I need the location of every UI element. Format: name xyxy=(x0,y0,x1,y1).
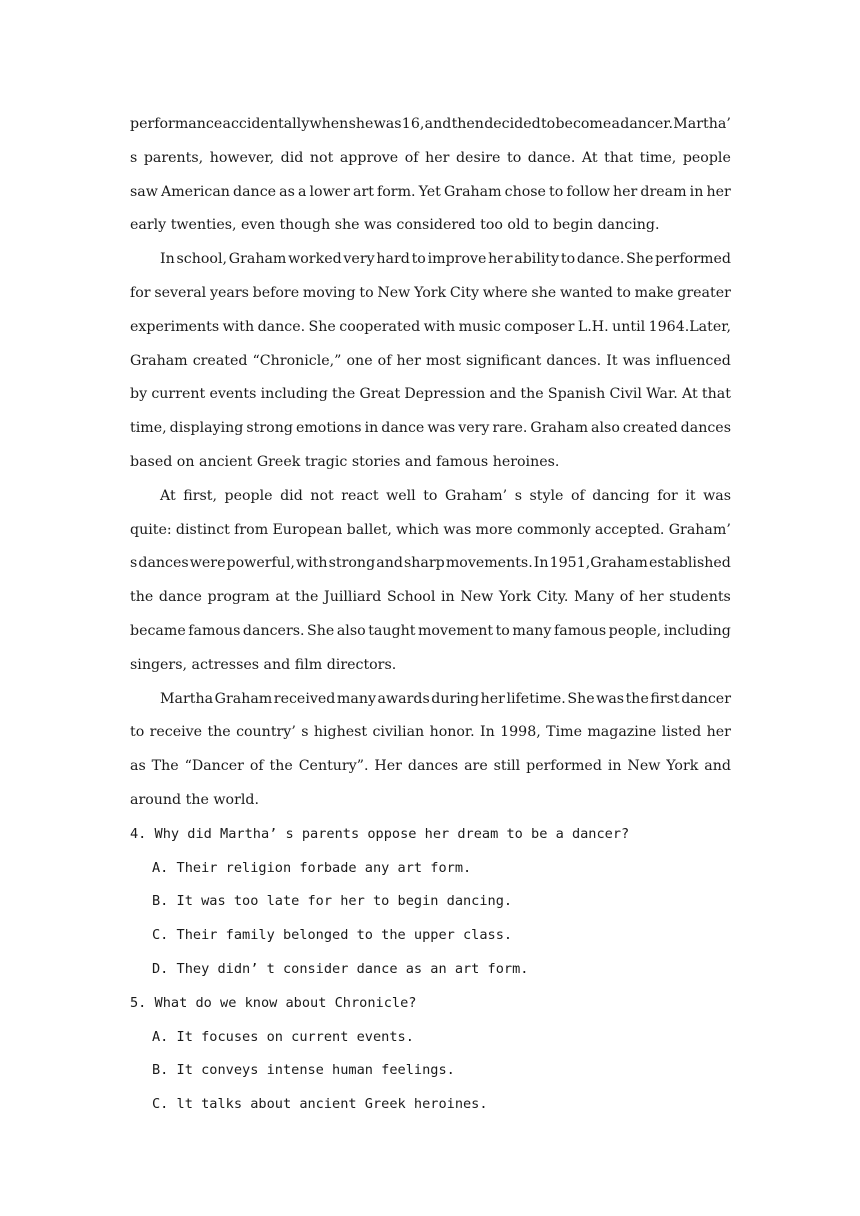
paragraph-line: singers, actresses and film directors. xyxy=(130,656,397,673)
paragraph-line: to receive the country’ s highest civilian honor. In 1998, Time magazine listed her xyxy=(130,724,731,741)
question-block xyxy=(130,818,731,987)
question-stem: 4. Why did Martha’ s parents oppose her dream to be a dancer? xyxy=(130,825,630,842)
paragraph-line: as The “Dancer of the Century”. Her dances are still performed in New York and xyxy=(130,758,731,775)
paragraph-line: performance accidentally when she was 16, and then decided to become a dancer. Martha’ xyxy=(130,116,731,132)
document-page xyxy=(130,108,731,1122)
answer-option: C. Their family belonged to the upper class. xyxy=(152,927,513,944)
paragraph-line: s parents, however, did not approve of her desire to dance. At that time, people xyxy=(130,149,731,166)
paragraph-line: around the world. xyxy=(130,791,259,808)
question-stem: 5. What do we know about Chronicle? xyxy=(130,994,417,1011)
paragraph-line: early twenties, even though she was considered too old to begin dancing. xyxy=(130,217,660,234)
paragraph-line: for several years before moving to New York City where she wanted to make greater xyxy=(130,284,731,301)
paragraph-line: the dance program at the Juilliard School in New York City. Many of her students xyxy=(130,589,731,606)
answer-option: C. lt talks about ancient Greek heroines. xyxy=(152,1096,488,1113)
paragraph-line: In school, Graham worked very hard to improve her ability to dance. She performed xyxy=(160,251,731,268)
paragraph-line: experiments with dance. She cooperated with music composer L.H. until 1964.Later, xyxy=(130,318,731,335)
paragraph-line: quite: distinct from European ballet, which was more commonly accepted. Graham’ xyxy=(130,521,731,538)
paragraph-line: Graham created “Chronicle,” one of her most significant dances. It was influenced xyxy=(130,352,731,369)
answer-option: A. Their religion forbade any art form. xyxy=(152,859,472,876)
question-list xyxy=(130,818,731,1122)
paragraph-line: saw American dance as a lower art form. Yet Graham chose to follow her dream in her xyxy=(130,183,731,200)
paragraph xyxy=(130,108,731,243)
paragraph-line: s dances were powerful, with strong and sharp movements. In 1951,Graham established xyxy=(130,555,731,572)
paragraph-line: by current events including the Great Depression and the Spanish Civil War. At that xyxy=(130,386,731,403)
paragraph-line: became famous dancers. She also taught movement to many famous people, including xyxy=(130,622,731,639)
answer-option: D. They didn’ t consider dance as an art form. xyxy=(152,960,529,977)
paragraph-line: based on ancient Greek tragic stories and famous heroines. xyxy=(130,453,560,470)
paragraph xyxy=(130,243,731,480)
paragraph-line: time, displaying strong emotions in dance was very rare. Graham also created dances xyxy=(130,420,731,437)
answer-option: A. It focuses on current events. xyxy=(152,1028,414,1045)
paragraph xyxy=(130,683,731,818)
paragraph xyxy=(130,480,731,683)
answer-option: B. It was too late for her to begin dancing. xyxy=(152,893,513,910)
reading-passage xyxy=(130,108,731,818)
paragraph-line: At first, people did not react well to Graham’ s style of dancing for it was xyxy=(160,487,731,504)
paragraph-line: Martha Graham received many awards during her lifetime. She was the first dancer xyxy=(160,690,731,707)
answer-option: B. It conveys intense human feelings. xyxy=(152,1062,455,1079)
question-block xyxy=(130,987,731,1122)
